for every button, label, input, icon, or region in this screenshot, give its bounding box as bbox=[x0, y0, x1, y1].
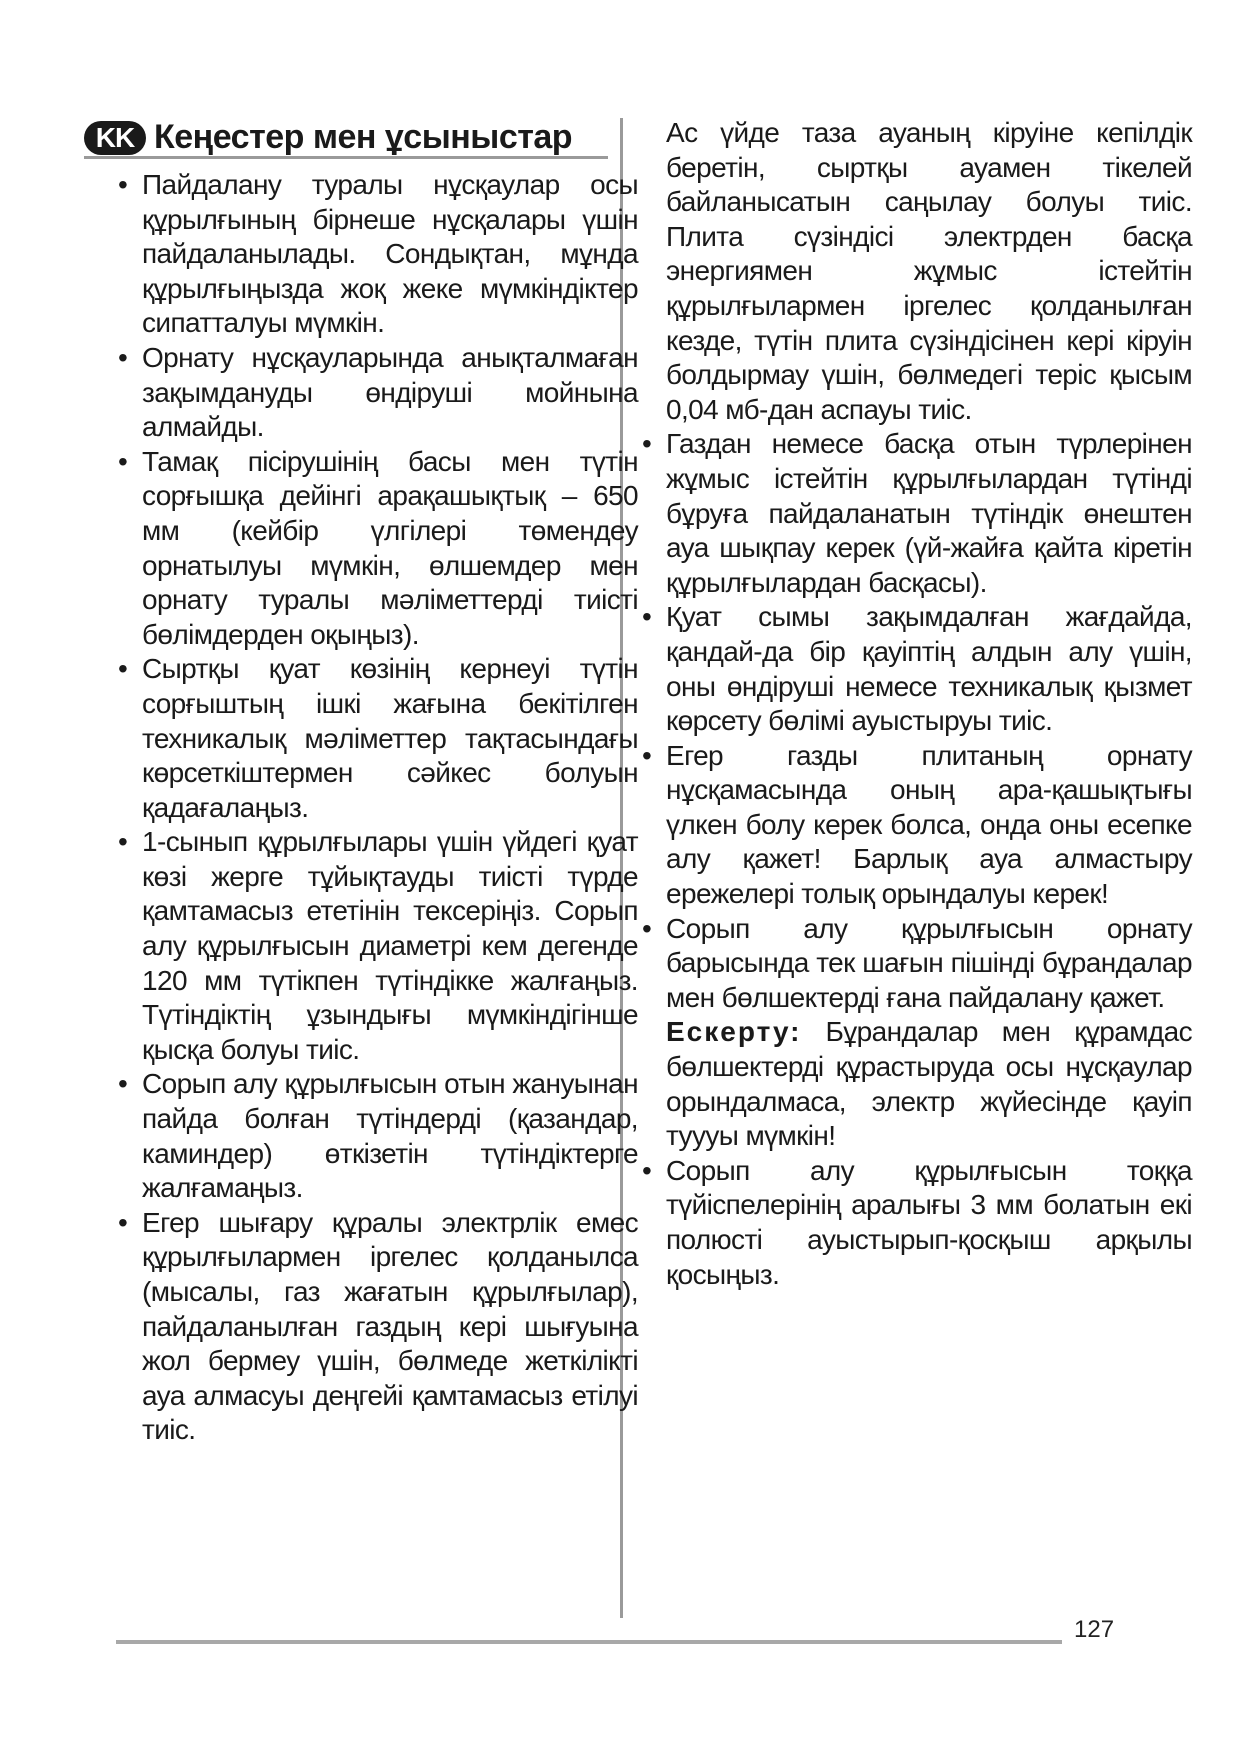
language-badge: KK bbox=[84, 121, 146, 155]
warning-text: Бұрандалар мен құрамдас бөлшектерді құрастыруда осы нұсқаулар орындалмаса, электр жүйесінде қауіп туууы мүмкін! bbox=[666, 1016, 1192, 1152]
warning-label: Ескерту: bbox=[666, 1016, 802, 1048]
continued-paragraph: Ас үйде таза ауаның кіруіне кепілдік беретін, сыртқы ауамен тікелей байланысатын саңылау болуы тиіс. Плита сүзіндісі электрден басқа энергиямен жұмыс істейтін құрылғылармен іргелес қолданылған кезде, түтін плита сүзіндісінен кері кіруін болдырмау үшін, бөлмедегі теріс қысым 0,04 мб-дан аспауы тиіс. bbox=[666, 117, 1192, 425]
right-column bbox=[642, 116, 1192, 1292]
list-item: • Орнату нұсқауларында анықталмаған зақымдануды өндіруші мойнына алмайды. bbox=[118, 341, 638, 443]
list-item: • Пайдалану туралы нұсқаулар осы құрылғының бірнеше нұсқалары үшін пайдаланылады. Сондықтан, мұнда құрылғыңызда жоқ жеке мүмкіндіктер сипатталуы мүмкін. bbox=[118, 169, 638, 339]
list-item: • Газдан немесе басқа отын түрлерінен жұмыс істейтін құрылғылардан түтінді бұруға пайдаланатын түтіндік өнештен ауа шықпау керек (үй-жайға қайта кіретін құрылғылардан басқасы). bbox=[642, 428, 1192, 598]
list-item: • Сорып алу құрылғысын тоққа түйіспелерінің аралығы 3 мм болатын екі полюсті ауыстырып-қосқыш арқылы қосыңыз. bbox=[642, 1154, 1192, 1290]
title-underline bbox=[84, 156, 608, 159]
left-column bbox=[118, 168, 638, 1448]
list-item: • Қуат сымы зақымдалған жағдайда, қандай-да бір қауіптің алдын алу үшін, оны өндіруші немесе техникалық қызмет көрсету бөлімі ауыстыруы тиіс. bbox=[642, 601, 1192, 737]
page-header bbox=[84, 118, 608, 160]
warning-note bbox=[642, 1015, 1192, 1153]
section-title: Кеңестер мен ұсыныстар bbox=[154, 118, 573, 156]
page-number: 127 bbox=[1074, 1616, 1115, 1643]
list-item: • Егер шығару құралы электрлік емес құрылғылармен іргелес қолданылса (мысалы, газ жағатын құрылғылар), пайдаланылған газдың кері шығуына жол бермеу үшін, бөлмеде жеткілікті ауа алмасуы деңгейі қамтамасыз етілуі тиіс. bbox=[118, 1206, 638, 1446]
list-item: • Сорып алу құрылғысын орнату барысында тек шағын пішінді бұрандалар мен бөлшектерді ғана пайдалану қажет. bbox=[642, 912, 1192, 1013]
list-item: • Тамақ пісірушінің басы мен түтін сорғышқа дейінгі арақашықтық – 650 мм (кейбір үлгілері төмендеу орнатылуы мүмкін, өлшемдер мен орнату туралы мәліметтерді тиісті бөлімдерден оқыңыз). bbox=[118, 445, 638, 650]
list-item: • Егер газды плитаның орнату нұсқамасында оның ара-қашықтығы үлкен болу керек болса, онда оны есепке алу қажет! Барлық ауа алмастыру ережелері толық орындалуы керек! bbox=[642, 739, 1192, 910]
list-item: • 1-сынып құрылғылары үшін үйдегі қуат көзі жерге тұйықтауды тиісті түрде қамтамасыз ететінін тексеріңіз. Сорып алу құрылғысын диаметрі кем дегенде 120 мм түтікпен түтіндікке жалғаңыз. Түтіндіктің ұзындығы мүмкіндігінше қысқа болуы тиіс. bbox=[118, 826, 638, 1065]
list-item: • Сыртқы қуат көзінің кернеуі түтін сорғыштың ішкі жағына бекітілген техникалық мәліметтер тақтасындағы көрсеткіштермен сәйкес болуын қадағалаңыз. bbox=[118, 653, 638, 823]
footer-rule bbox=[116, 1640, 1062, 1644]
list-item: • Сорып алу құрылғысын отын жануынан пайда болған түтіндерді (қазандар, каминдер) өткізетін түтіндіктерге жалғамаңыз. bbox=[118, 1068, 638, 1204]
